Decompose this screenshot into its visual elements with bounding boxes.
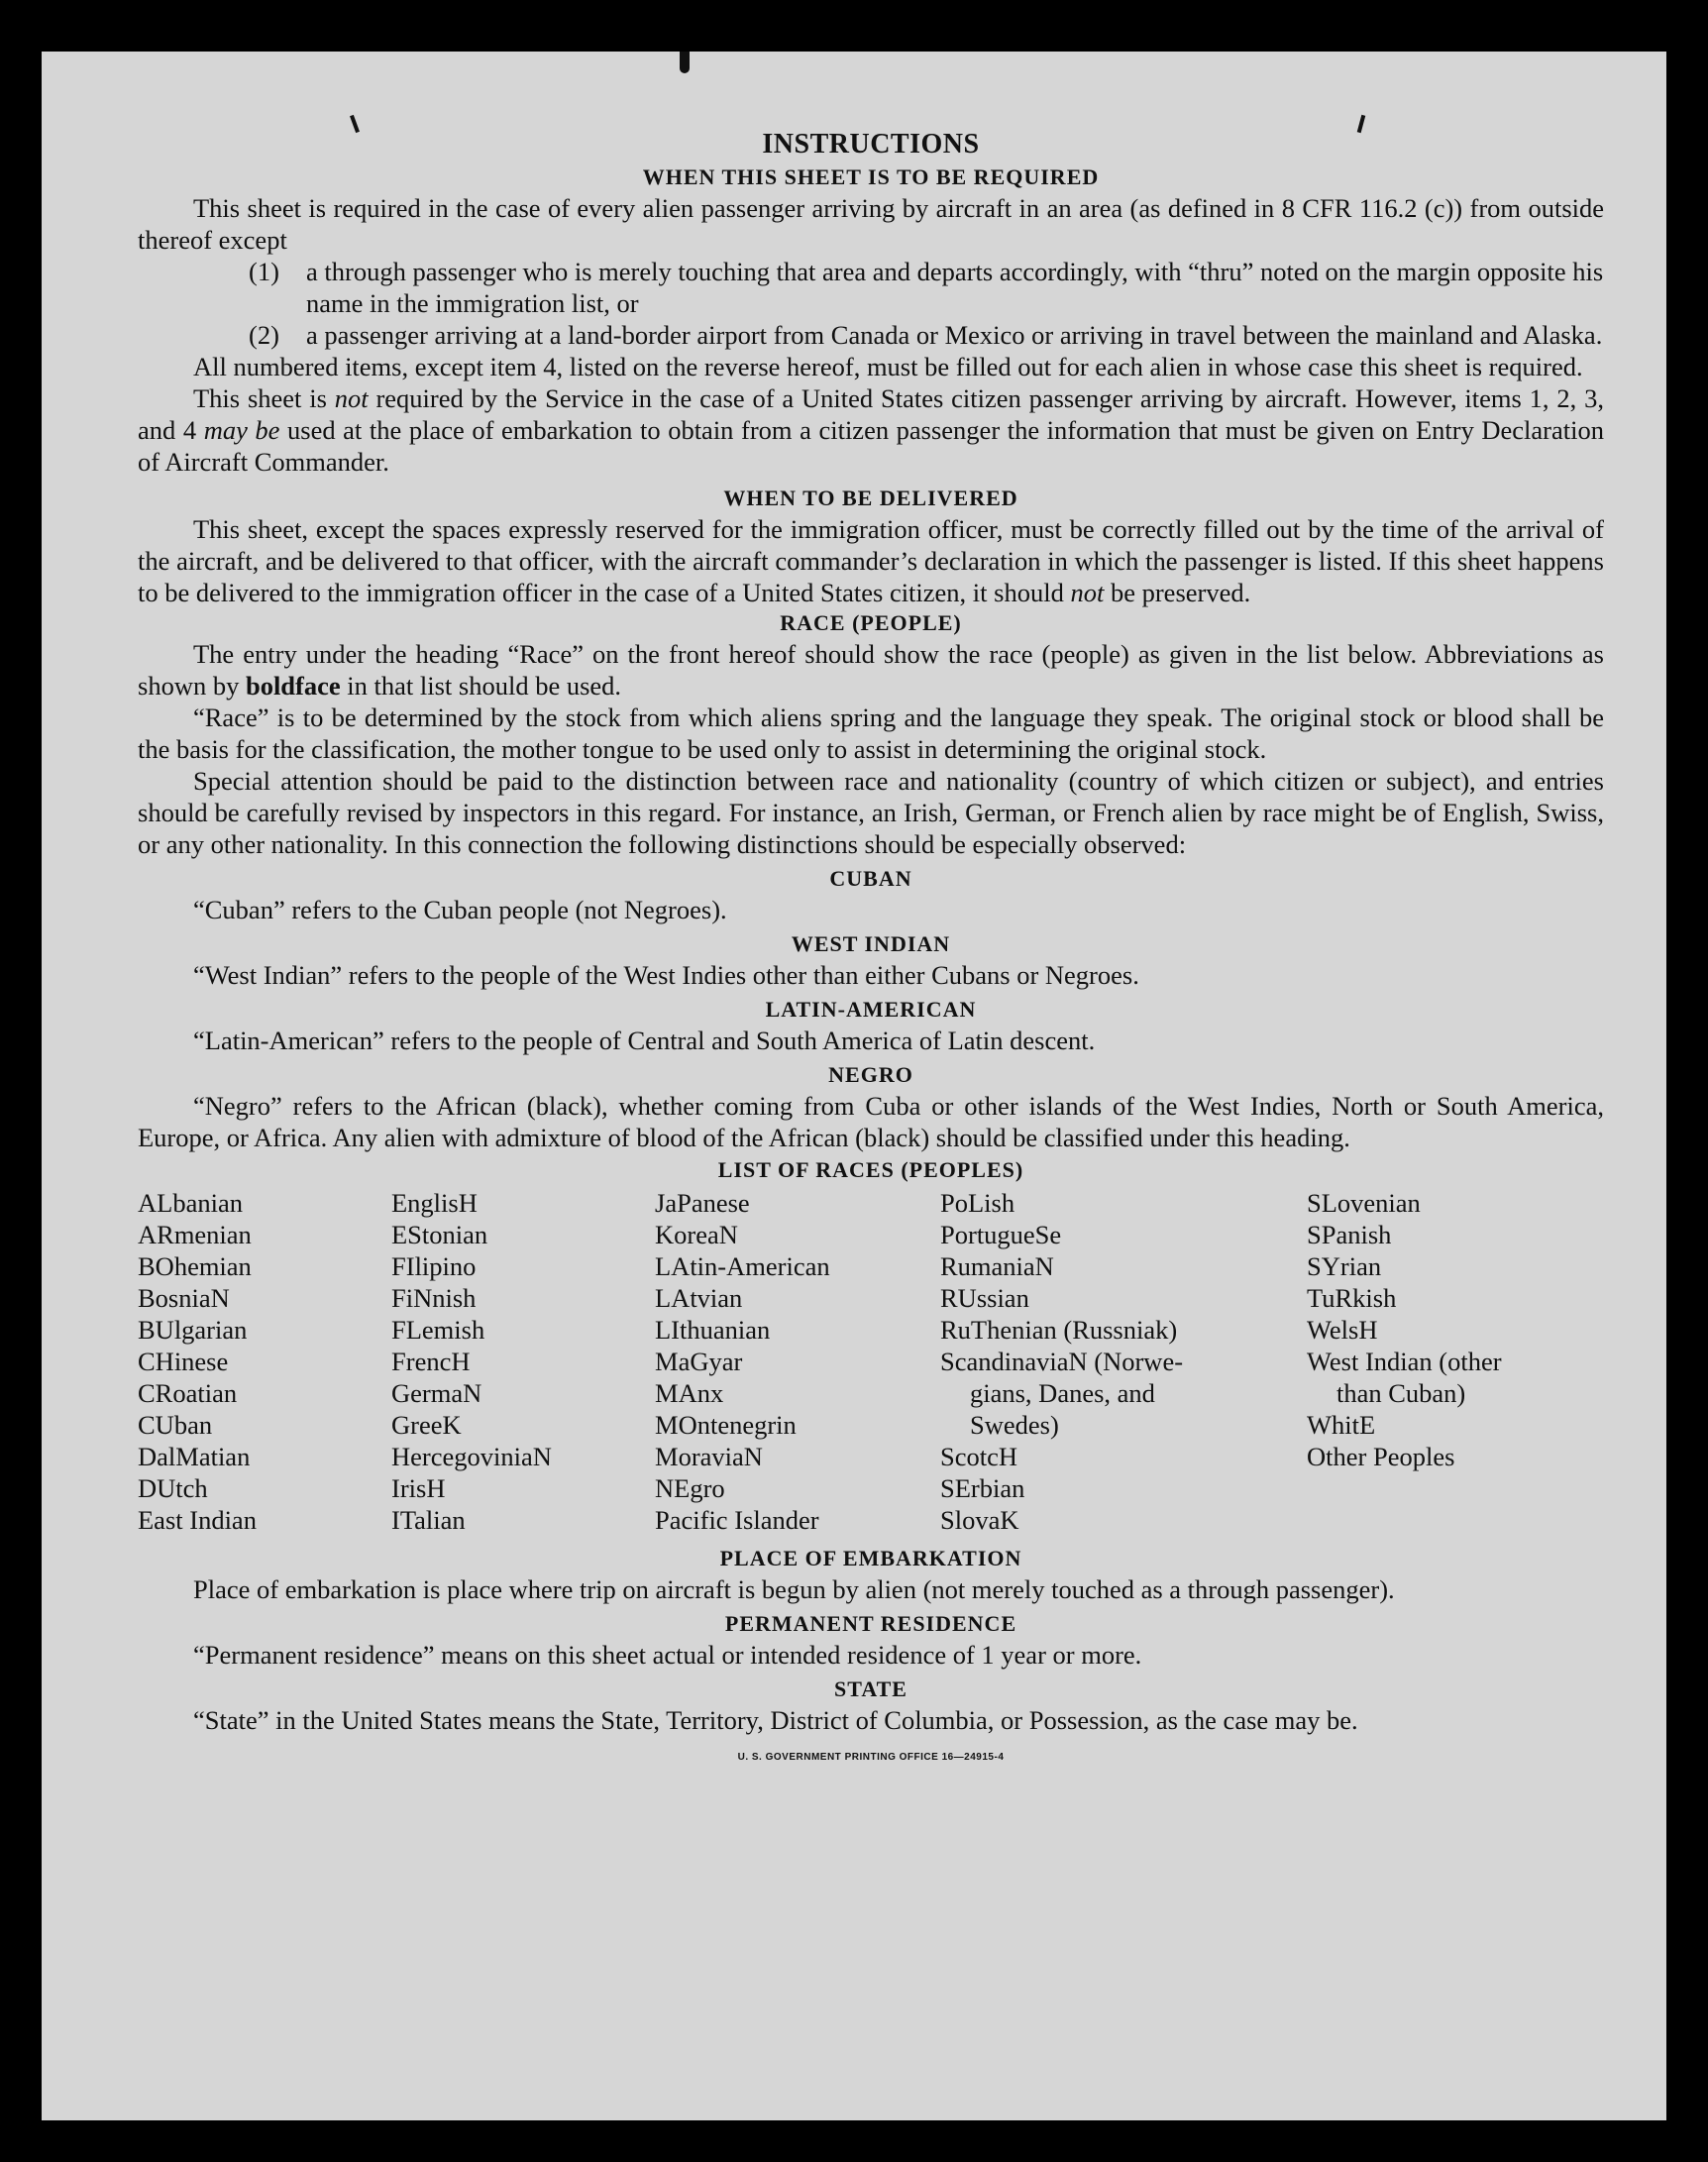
race-entry: SErbian: [940, 1473, 1025, 1503]
race-column-2: [391, 1187, 655, 1536]
delivered-part-a: This sheet, except the spaces expressly reserved for the immigration officer, must be correctly filled out by the time of the arrival of the aircraft, and be delivered to that officer, with the aircraft commander’s declaration in which the passenger is listed. If this sheet happens to be delivered to the immigration officer in the case of a United States citizen, it should: [138, 514, 1604, 607]
state-text: “State” in the United States means the State, Territory, District of Columbia, or Possession, as the case may be.: [193, 1705, 1358, 1735]
race-entry: Pacific Islander: [655, 1505, 819, 1535]
race-entry: SPanish: [1307, 1220, 1392, 1249]
race-entry: EnglisH: [391, 1188, 478, 1218]
page-title: INSTRUCTIONS: [762, 129, 980, 160]
race-entry-continuation: gians, Danes, and: [970, 1378, 1155, 1408]
race-entry: DalMatian: [138, 1442, 251, 1471]
exception-item-2: [138, 319, 1604, 351]
race-entry: IrisH: [391, 1473, 446, 1503]
required-paragraph-3: [138, 382, 1604, 478]
race-entry: EStonian: [391, 1220, 488, 1249]
race-entry: SLovenian: [1307, 1188, 1421, 1218]
race-p2-boldface: boldface: [245, 671, 341, 701]
race-entry: BosniaN: [138, 1283, 230, 1313]
race-entry: FLemish: [391, 1315, 485, 1345]
punch-hole-mark: [680, 52, 690, 73]
race-p2-part-a: Abbreviations as shown by: [138, 639, 1604, 701]
negro-text: “Negro” refers to the African (black), whether coming from Cuba or other islands of the West Indies, North or South America, Europe, or Africa. Any alien with admixture of blood of the African (black) should be classified under this heading.: [138, 1091, 1604, 1152]
race-entry: CUban: [138, 1410, 213, 1440]
race-entry: BUlgarian: [138, 1315, 248, 1345]
race-entry: ALbanian: [138, 1188, 243, 1218]
race-entry: Other Peoples: [1307, 1442, 1455, 1471]
exception-text-1: a through passenger who is merely touching that area and departs accordingly, with “thru” noted on the margin opposite his name in the immigration list, or: [306, 257, 1604, 318]
race-entry: RuThenian (Russniak): [940, 1315, 1178, 1345]
race-entry: PoLish: [940, 1188, 1015, 1218]
race-paragraph-2: “Race” is to be determined by the stock from which aliens spring and the language they speak. The original stock or blood shall be the basis for the classification, the mother tongue to be used only to assist in determining the original stock.: [138, 703, 1604, 764]
race-column-3: [655, 1187, 940, 1536]
heading-latin-american: LATIN-AMERICAN: [765, 997, 977, 1022]
race-entry: GermaN: [391, 1378, 482, 1408]
race-entry: WelsH: [1307, 1315, 1378, 1345]
p3-not: not: [334, 383, 369, 413]
race-entry: CRoatian: [138, 1378, 238, 1408]
race-entry: FIlipino: [391, 1251, 477, 1281]
race-entry: HercegoviniaN: [391, 1442, 552, 1471]
heading-required: WHEN THIS SHEET IS TO BE REQUIRED: [642, 164, 1100, 189]
race-entry: BOhemian: [138, 1251, 252, 1281]
race-entry-continuation: Swedes): [970, 1410, 1059, 1440]
document-sheet: [42, 52, 1666, 2120]
race-entry: KoreaN: [655, 1220, 738, 1249]
heading-delivered: WHEN TO BE DELIVERED: [723, 486, 1018, 510]
race-entry: ScandinaviaN (Norwe-: [940, 1347, 1184, 1376]
p3-part-a: This sheet is: [193, 383, 335, 413]
race-p1-text: The entry under the heading “Race” on the front hereof should show the race (people) as given in the list below.: [193, 639, 1418, 669]
race-entry: East Indian: [138, 1505, 257, 1535]
required-paragraph-1: This sheet is required in the case of every alien passenger arriving by aircraft in an area (as defined in 8 CFR 116.2 (c)) from outside thereof except: [138, 193, 1604, 255]
heading-west-indian: WEST INDIAN: [791, 931, 951, 956]
race-entry: CHinese: [138, 1347, 229, 1376]
race-entry-continuation: than Cuban): [1336, 1378, 1466, 1408]
race-entry: NEgro: [655, 1473, 725, 1503]
cuban-text: “Cuban” refers to the Cuban people (not Negroes).: [193, 895, 727, 924]
race-entry: LAtin-American: [655, 1251, 830, 1281]
race-entry: SYrian: [1307, 1251, 1382, 1281]
exception-text-2: a passenger arriving at a land-border airport from Canada or Mexico or arriving in travel between the mainland and Alaska.: [306, 320, 1603, 350]
heading-negro: NEGRO: [828, 1062, 913, 1087]
race-entry: WhitE: [1307, 1410, 1376, 1440]
west-indian-text: “West Indian” refers to the people of the West Indies other than either Cubans or Negroes.: [193, 960, 1139, 990]
race-column-4: [940, 1187, 1307, 1536]
embarkation-text: Place of embarkation is place where trip on aircraft is begun by alien (not merely touched as a through passenger).: [193, 1574, 1395, 1604]
race-entry: MaGyar: [655, 1347, 743, 1376]
latin-american-text: “Latin-American” refers to the people of Central and South America of Latin descent.: [193, 1026, 1096, 1055]
delivered-paragraph: [138, 513, 1604, 608]
race-entry: RumaniaN: [940, 1251, 1054, 1281]
heading-list-of-races: LIST OF RACES (PEOPLES): [717, 1157, 1024, 1182]
race-entry: ScotcH: [940, 1442, 1018, 1471]
race-entry: SlovaK: [940, 1505, 1019, 1535]
race-entry: MAnx: [655, 1378, 724, 1408]
race-entry: ITalian: [391, 1505, 466, 1535]
race-p2-part-b: in that list should be used.: [340, 671, 622, 701]
delivered-part-b: be preserved.: [1104, 578, 1251, 607]
race-paragraph-3: Special attention should be paid to the distinction between race and nationality (country of which citizen or subject), and entries should be carefully revised by inspectors in this regard. For instance, an Irish, German, or French alien by race might be of English, Swiss, or any other nationality. In this connection the following distinctions should be especially observed:: [138, 766, 1604, 859]
heading-cuban: CUBAN: [829, 866, 912, 891]
heading-permanent-residence: PERMANENT RESIDENCE: [724, 1611, 1017, 1636]
race-entry: RUssian: [940, 1283, 1029, 1313]
heading-state: STATE: [834, 1676, 907, 1701]
race-entry: TuRkish: [1307, 1283, 1397, 1313]
race-entry: LAtvian: [655, 1283, 743, 1313]
race-entry: MOntenegrin: [655, 1410, 797, 1440]
race-entry: DUtch: [138, 1473, 208, 1503]
instructions-content: [138, 129, 1604, 1774]
exception-number-2: (2): [249, 320, 279, 350]
p3-part-b: required by the Service in the case of a United States citizen passenger arriving by aircraft. However, items 1, 2, 3, and 4: [138, 383, 1604, 445]
race-entry: FrencH: [391, 1347, 471, 1376]
race-entry: GreeK: [391, 1410, 462, 1440]
exception-number-1: (1): [249, 257, 279, 286]
p3-may-be: may be: [203, 415, 280, 445]
race-column-1: [138, 1187, 391, 1536]
heading-race: RACE (PEOPLE): [780, 610, 962, 635]
race-entry: LIthuanian: [655, 1315, 771, 1345]
required-paragraph-2: All numbered items, except item 4, listed on the reverse hereof, must be filled out for each alien in whose case this sheet is required.: [193, 352, 1583, 381]
race-column-5: [1307, 1187, 1604, 1536]
exception-item-1: [138, 256, 1604, 319]
race-entry: MoraviaN: [655, 1442, 763, 1471]
race-entry: ARmenian: [138, 1220, 252, 1249]
p3-part-c: used at the place of embarkation to obtain from a citizen passenger the information that must be given on Entry Declaration of Aircraft Commander.: [138, 415, 1604, 477]
race-entry: PortugueSe: [940, 1220, 1062, 1249]
printing-office-footer: U. S. GOVERNMENT PRINTING OFFICE 16—24915-4: [737, 1752, 1005, 1763]
delivered-not: not: [1070, 578, 1105, 607]
race-list: [138, 1187, 1604, 1536]
race-paragraph-1: [138, 638, 1604, 702]
race-entry: JaPanese: [655, 1188, 750, 1218]
heading-place-of-embarkation: PLACE OF EMBARKATION: [719, 1546, 1022, 1570]
residence-text: “Permanent residence” means on this sheet actual or intended residence of 1 year or more.: [193, 1640, 1142, 1670]
race-entry: West Indian (other: [1307, 1347, 1502, 1376]
race-entry: FiNnish: [391, 1283, 477, 1313]
